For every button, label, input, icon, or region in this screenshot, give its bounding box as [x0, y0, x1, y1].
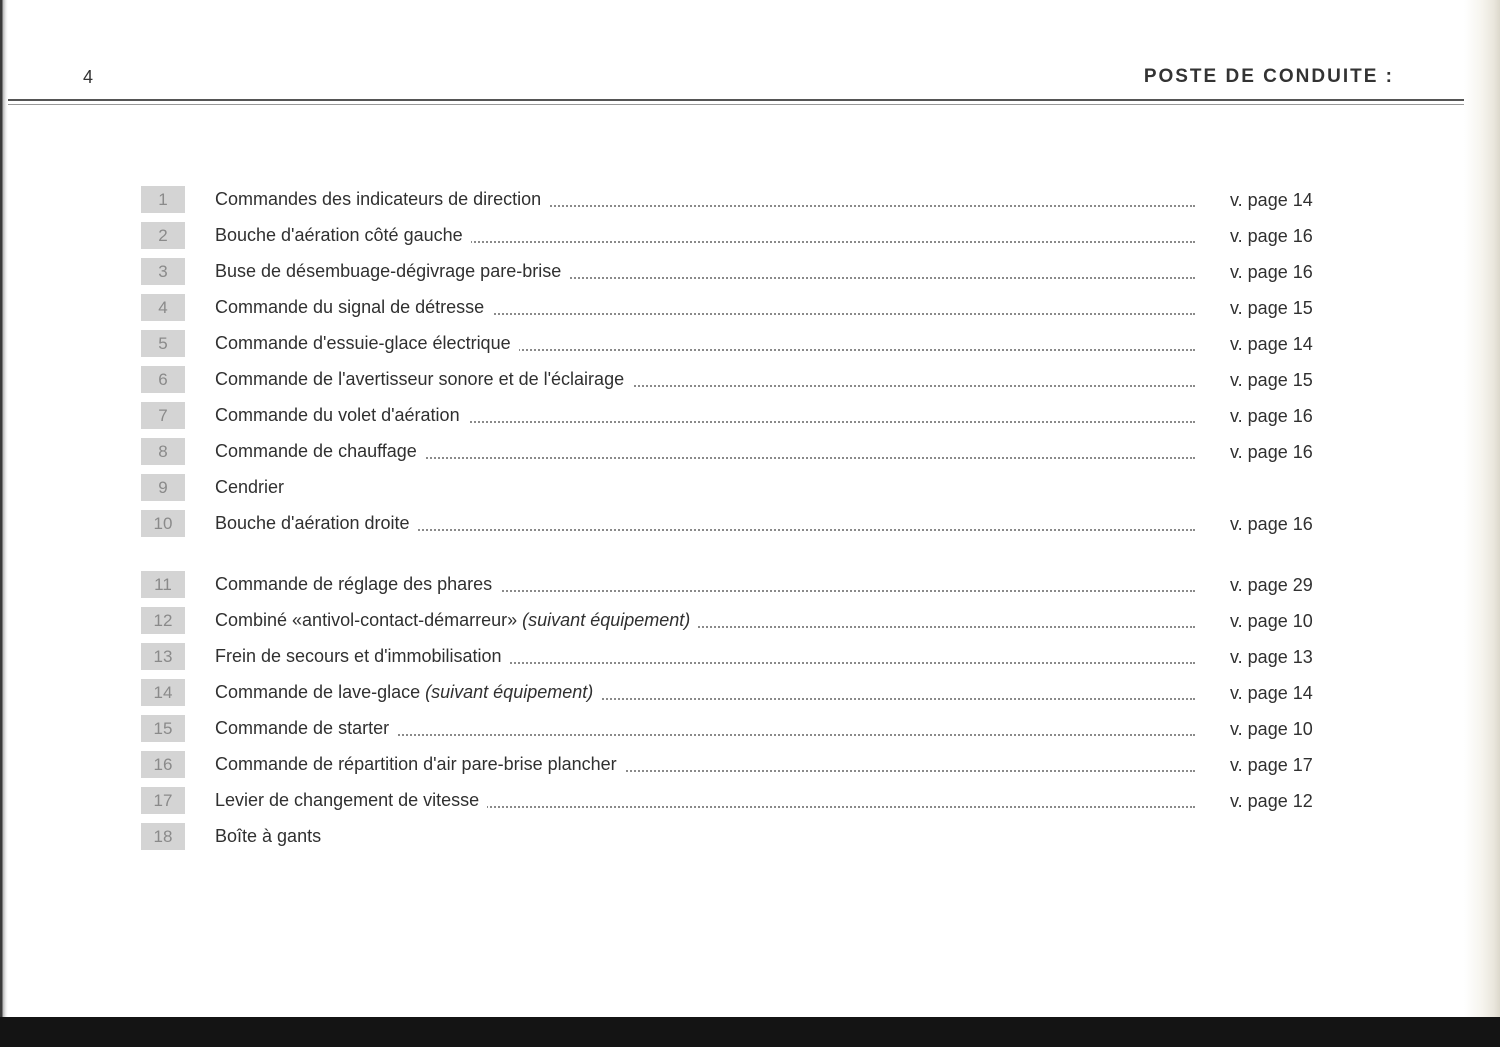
item-label-with-note [215, 610, 698, 631]
item-number: 2 [141, 222, 185, 249]
item-page-ref: v. page 12 [1230, 791, 1313, 811]
item-number: 9 [141, 474, 185, 501]
list-item [141, 474, 1341, 502]
item-number: 4 [141, 294, 185, 321]
item-label: Commande de l'avertisseur sonore et de l'éclairage [215, 369, 632, 390]
header-rule [8, 99, 1464, 101]
list-item [141, 679, 1341, 707]
item-label: Commande de chauffage [215, 441, 425, 462]
item-label: Boîte à gants [215, 826, 329, 847]
item-page-ref: v. page 13 [1230, 647, 1313, 667]
item-page-ref: v. page 14 [1230, 683, 1313, 703]
item-number: 11 [141, 571, 185, 598]
item-number: 3 [141, 258, 185, 285]
item-label: Cendrier [215, 477, 292, 498]
item-label: Frein de secours et d'immobilisation [215, 646, 510, 667]
item-number: 13 [141, 643, 185, 670]
item-page-ref: v. page 16 [1230, 262, 1313, 282]
list-item [141, 510, 1341, 538]
item-number: 16 [141, 751, 185, 778]
list-item [141, 438, 1341, 466]
item-page-ref: v. page 10 [1230, 719, 1313, 739]
page-bottom-band [0, 1017, 1500, 1047]
item-page-ref: v. page 16 [1230, 406, 1313, 426]
item-number: 18 [141, 823, 185, 850]
list-item [141, 294, 1341, 322]
item-number: 5 [141, 330, 185, 357]
list-item [141, 787, 1341, 815]
item-label-with-note [215, 682, 601, 703]
item-label: Commande de starter [215, 718, 397, 739]
item-label: Commande de répartition d'air pare-brise plancher [215, 754, 625, 775]
item-page-ref: v. page 10 [1230, 611, 1313, 631]
item-label-text: Commande de lave-glace [215, 682, 421, 702]
list-item [141, 607, 1341, 635]
section-title: POSTE DE CONDUITE : [1143, 66, 1394, 87]
item-number: 12 [141, 607, 185, 634]
item-number: 1 [141, 186, 185, 213]
item-label: Commande du signal de détresse [215, 297, 492, 318]
item-label: Commande de réglage des phares [215, 574, 500, 595]
item-page-ref: v. page 15 [1230, 298, 1313, 318]
item-page-ref: v. page 14 [1230, 334, 1313, 354]
item-label: Bouche d'aération droite [215, 513, 418, 534]
list-item [141, 715, 1341, 743]
item-label: Bouche d'aération côté gauche [215, 225, 471, 246]
item-number: 7 [141, 402, 185, 429]
item-note: (suivant équipement) [425, 682, 594, 702]
item-number: 10 [141, 510, 185, 537]
item-number: 8 [141, 438, 185, 465]
item-page-ref: v. page 16 [1230, 226, 1313, 246]
item-page-ref: v. page 14 [1230, 190, 1313, 210]
list-item [141, 330, 1341, 358]
item-label: Buse de désembuage-dégivrage pare-brise [215, 261, 569, 282]
page-number: 4 [83, 67, 94, 87]
item-number: 17 [141, 787, 185, 814]
page-binding-edge [0, 0, 8, 1020]
item-page-ref: v. page 16 [1230, 442, 1313, 462]
list-item [141, 751, 1341, 779]
item-page-ref: v. page 15 [1230, 370, 1313, 390]
item-number: 14 [141, 679, 185, 706]
item-label: Commande d'essuie-glace électrique [215, 333, 519, 354]
item-label: Commandes des indicateurs de direction [215, 189, 549, 210]
list-item [141, 186, 1341, 214]
header-rule-secondary [8, 104, 1464, 105]
item-page-ref: v. page 17 [1230, 755, 1313, 775]
item-label: Commande du volet d'aération [215, 405, 468, 426]
list-item [141, 823, 1341, 851]
page-right-shadow [1464, 0, 1500, 1020]
list-item [141, 258, 1341, 286]
list-item [141, 571, 1341, 599]
item-label-text: Combiné «antivol-contact-démarreur» [215, 610, 518, 630]
item-page-ref: v. page 29 [1230, 575, 1313, 595]
item-page-ref: v. page 16 [1230, 514, 1313, 534]
item-note: (suivant équipement) [522, 610, 691, 630]
item-number: 6 [141, 366, 185, 393]
item-label: Levier de changement de vitesse [215, 790, 487, 811]
list-item [141, 643, 1341, 671]
list-item [141, 222, 1341, 250]
list-item [141, 402, 1341, 430]
item-number: 15 [141, 715, 185, 742]
list-item [141, 366, 1341, 394]
